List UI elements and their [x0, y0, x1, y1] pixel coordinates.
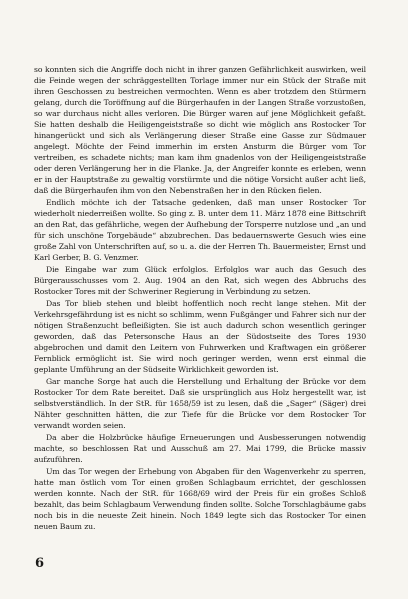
paragraph: Um das Tor wegen der Erhebung von Abgaben für den Wagenverkehr zu sperren, hatte man östlich vom Tor einen großen Schlagbaum errichtet, der geschlossen werden konnte. Nach der StR. für 1668/69 wird der Preis für ein großes Schloß bezahlt, das beim Schlagbaum Verwendung finden sollte. Solche Torschlagbäume gabs noch bis in die neueste Zeit hinein. Noch 1849 legte sich das Rostocker Tor einen neuen Baum zu.: [34, 467, 366, 531]
paragraph: Endlich möchte ich der Tatsache gedenken, daß man unser Rostocker Tor wiederholt niederreißen wollte. So ging z. B. unter dem 11. März 1878 eine Bittschrift an den Rat, das gefährliche, wegen der Aufhebung der Torsperre nutzlose und „an und für sich unschöne Torgebäude“ abzubrechen. Das bedauernswerte Gesuch wies eine große Zahl von Unterschriften auf, so u. a. die der Herren Th. Bauermeister, Ernst und Karl Gerber, B. G. Venzmer.: [34, 198, 367, 262]
paragraph: Das Tor blieb stehen und bleibt hoffentlich noch recht lange stehen. Mit der Verkehrsgefährdung ist es nicht so schlimm, wenn Fußgänger und Fahrer sich nur der nötigen Straßenzucht befleißigten. Sie ist auch dadurch schon wesentlich geringer geworden, daß das Petersonsche Haus an der Südostseite des Tores 1930 abgebrochen und damit den Leitern von Fuhrwerken und Kraftwagen ein größerer Fernblick ermöglicht ist. Sie wird noch geringer werden, wenn erst einmal die geplante Umführung an der Südseite Wirklichkeit geworden ist.: [34, 299, 366, 374]
paragraph: Die Eingabe war zum Glück erfolglos. Erfolglos war auch das Gesuch des Bürgerausschusses vom 2. Aug. 1904 an den Rat, sich wegen des Abbruchs des Rostocker Tores mit der Schweriner Regierung in Verbindung zu setzen.: [34, 265, 366, 296]
text-body: [34, 64, 366, 532]
paragraph: so konnten sich die Angriffe doch nicht in ihrer ganzen Gefährlichkeit auswirken, weil die Feinde wegen der schräggestellten Torlage immer nur ein Stück der Straße mit ihren Geschossen zu bestreichen vermochten. Wenn es aber trotzdem den Stürmern gelang, durch die Toröffnung auf die Bürgerhaufen in der Langen Straße vorzustoßen, so war durchaus nicht alles verloren. Die Bürger waren auf jene Möglichkeit gefaßt. Sie hatten deshalb die Heiligengeiststraße so dicht wie möglich ans Rostocker Tor hinangerückt und sich als Verlängerung dieser Straße eine Gasse zur Südmauer angelegt. Möchte der Feind immerhin im ersten Ansturm die Bürger vom Tor vertreiben, es schadete nichts; man kam ihm gnadenlos von der Heiligengeiststraße oder deren Verlängerung her in die Flanke. Ja, der Angreifer konnte es erleben, wenn er in der Hauptstraße zu gewaltig vorstürmte und die nötige Vorsicht außer acht ließ, daß die Bürgerhaufen ihm von den Nebenstraßen her in den Rücken fielen.: [34, 65, 366, 195]
page-number: 6: [35, 556, 45, 571]
paragraph: Da aber die Holzbrücke häufige Erneuerungen und Ausbesserungen notwendig machte, so beschlossen Rat und Ausschuß am 27. Mai 1799, die Brücke massiv aufzuführen.: [34, 433, 366, 464]
paragraph: Gar manche Sorge hat auch die Herstellung und Erhaltung der Brücke vor dem Rostocker Tor dem Rate bereitet. Daß sie ursprünglich aus Holz hergestellt war, ist selbstverständlich. In der StR. für 1658/59 ist zu lesen, daß die „Sager“ (Säger) drei Nähter geschnitten hätten, die zur Tiefe für die Brücke vor dem Rostocker Tor verwandt worden seien.: [34, 377, 366, 430]
